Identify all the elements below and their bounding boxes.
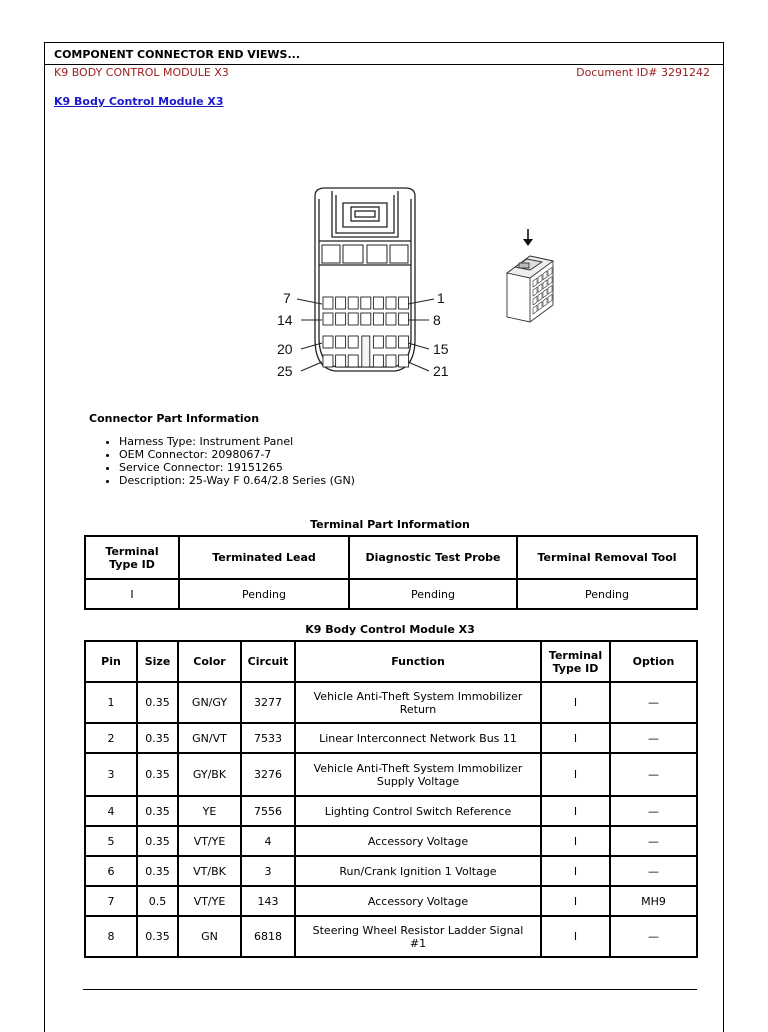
table-cell: 0.35	[137, 856, 178, 886]
table-cell: 0.35	[137, 826, 178, 856]
table-cell: 6818	[241, 916, 295, 957]
table-row	[85, 826, 697, 856]
pin-label-15: 15	[433, 341, 449, 357]
terminal-cavity	[361, 313, 371, 325]
table-cell: GN/VT	[178, 723, 241, 753]
table-row	[85, 796, 697, 826]
table-cell: I	[541, 856, 610, 886]
table-cell: 3276	[241, 753, 295, 796]
terminal-cavity	[386, 313, 396, 325]
table-cell: —	[610, 856, 697, 886]
table-cell: —	[610, 916, 697, 957]
table-cell: GN	[178, 916, 241, 957]
table-header-row	[85, 536, 697, 579]
document-frame	[44, 42, 724, 1032]
connector-isometric-view	[507, 256, 553, 322]
terminal-cavity	[348, 355, 358, 367]
list-item: • Service Connector: 19151265	[119, 461, 355, 474]
table-cell: VT/BK	[178, 856, 241, 886]
table-cell: 8	[85, 916, 137, 957]
table-cell: Linear Interconnect Network Bus 11	[295, 723, 541, 753]
connector-end-view-diagram	[205, 143, 585, 403]
table-cell: VT/YE	[178, 826, 241, 856]
table-cell: Accessory Voltage	[295, 886, 541, 916]
table-cell: I	[541, 723, 610, 753]
column-header: Circuit	[241, 641, 295, 682]
table-row	[85, 723, 697, 753]
pin-label-20: 20	[277, 341, 293, 357]
column-header: Terminated Lead	[179, 536, 349, 579]
column-header: Option	[610, 641, 697, 682]
terminal-cavity	[348, 313, 358, 325]
module-link[interactable]: K9 Body Control Module X3	[54, 95, 224, 108]
terminal-cavity	[336, 355, 346, 367]
table-cell: 3	[85, 753, 137, 796]
table-cell: Accessory Voltage	[295, 826, 541, 856]
terminal-cavity	[336, 313, 346, 325]
table-cell: —	[610, 753, 697, 796]
pin-label-8: 8	[433, 312, 441, 328]
terminal-cavity	[361, 297, 371, 309]
terminal-cavity	[336, 336, 346, 348]
page-bottom-divider	[83, 989, 697, 990]
pin-label-21: 21	[433, 363, 449, 379]
table-cell: 3	[241, 856, 295, 886]
table-cell: —	[610, 723, 697, 753]
column-header: Terminal Removal Tool	[517, 536, 697, 579]
table-cell: Pending	[349, 579, 517, 609]
table-cell: Lighting Control Switch Reference	[295, 796, 541, 826]
table-cell: 4	[241, 826, 295, 856]
terminal-cavity	[386, 336, 396, 348]
terminal-cavity	[399, 336, 409, 348]
terminal-part-info-table	[84, 535, 698, 610]
list-item: • Harness Type: Instrument Panel	[119, 435, 355, 448]
table-cell: I	[541, 682, 610, 723]
table-cell: Pending	[517, 579, 697, 609]
polarization-key	[362, 336, 370, 367]
column-header: Size	[137, 641, 178, 682]
terminal-cavity	[399, 355, 409, 367]
table-cell: YE	[178, 796, 241, 826]
connector-part-info-heading: Connector Part Information	[89, 412, 260, 425]
table-row	[85, 682, 697, 723]
table-cell: —	[610, 796, 697, 826]
table-cell: Steering Wheel Resistor Ladder Signal #1	[295, 916, 541, 957]
table-cell: 5	[85, 826, 137, 856]
list-item: • OEM Connector: 2098067-7	[119, 448, 355, 461]
table-cell: GN/GY	[178, 682, 241, 723]
terminal-cavity	[386, 297, 396, 309]
terminal-cavity	[399, 313, 409, 325]
table-cell: I	[541, 753, 610, 796]
table-cell: —	[610, 826, 697, 856]
terminal-cavity	[323, 313, 333, 325]
table-cell: Vehicle Anti-Theft System Immobilizer Supply Voltage	[295, 753, 541, 796]
terminal-cavity	[323, 297, 333, 309]
table-cell: I	[541, 916, 610, 957]
terminal-cavity-grid	[323, 297, 409, 367]
table-cell: 0.35	[137, 796, 178, 826]
terminal-cavity	[373, 336, 383, 348]
column-header: Terminal Type ID	[85, 536, 179, 579]
table-cell: VT/YE	[178, 886, 241, 916]
table-row	[85, 916, 697, 957]
table-cell: Pending	[179, 579, 349, 609]
table-cell: —	[610, 682, 697, 723]
header-divider	[45, 64, 723, 65]
terminal-cavity	[348, 336, 358, 348]
table-cell: 7533	[241, 723, 295, 753]
pin-label-7: 7	[283, 290, 291, 306]
terminal-cavity	[336, 297, 346, 309]
table-cell: 0.35	[137, 682, 178, 723]
table-cell: Run/Crank Ignition 1 Voltage	[295, 856, 541, 886]
table-cell: I	[85, 579, 179, 609]
table-cell: 2	[85, 723, 137, 753]
table-cell: 1	[85, 682, 137, 723]
table-row	[85, 886, 697, 916]
document-id: Document ID# 3291242	[576, 66, 710, 79]
module-name: K9 BODY CONTROL MODULE X3	[54, 66, 229, 79]
table-cell: 0.5	[137, 886, 178, 916]
top-cavities	[322, 245, 408, 263]
table-row	[85, 856, 697, 886]
table-cell: I	[541, 886, 610, 916]
terminal-cavity	[348, 297, 358, 309]
column-header: Function	[295, 641, 541, 682]
terminal-cavity	[373, 297, 383, 309]
view-direction-arrow-icon	[523, 229, 533, 246]
table-cell: 4	[85, 796, 137, 826]
pin-assignment-table	[84, 640, 698, 958]
table-cell: 6	[85, 856, 137, 886]
document-title: COMPONENT CONNECTOR END VIEWS...	[54, 48, 301, 61]
table-cell: 7556	[241, 796, 295, 826]
pin-label-14: 14	[277, 312, 293, 328]
column-header: Diagnostic Test Probe	[349, 536, 517, 579]
table-cell: 0.35	[137, 753, 178, 796]
table-cell: GY/BK	[178, 753, 241, 796]
pin-label-1: 1	[437, 290, 445, 306]
connector-part-info-list	[105, 435, 355, 487]
table-cell: 0.35	[137, 723, 178, 753]
table-cell: 3277	[241, 682, 295, 723]
table-cell: 0.35	[137, 916, 178, 957]
terminal-cavity	[373, 313, 383, 325]
table-cell: 143	[241, 886, 295, 916]
terminal-cavity	[323, 355, 333, 367]
table-cell: Vehicle Anti-Theft System Immobilizer Return	[295, 682, 541, 723]
terminal-part-info-caption: Terminal Part Information	[310, 518, 470, 531]
column-header: Pin	[85, 641, 137, 682]
terminal-cavity	[399, 297, 409, 309]
table-cell: MH9	[610, 886, 697, 916]
pin-table-caption: K9 Body Control Module X3	[305, 623, 475, 636]
terminal-cavity	[386, 355, 396, 367]
pin-label-25: 25	[277, 363, 293, 379]
table-row	[85, 753, 697, 796]
list-item: • Description: 25-Way F 0.64/2.8 Series (GN)	[119, 474, 355, 487]
table-row	[85, 579, 697, 609]
table-cell: 7	[85, 886, 137, 916]
table-cell: I	[541, 826, 610, 856]
column-header: Color	[178, 641, 241, 682]
terminal-cavity	[373, 355, 383, 367]
table-cell: I	[541, 796, 610, 826]
terminal-cavity	[323, 336, 333, 348]
column-header: Terminal Type ID	[541, 641, 610, 682]
table-header-row	[85, 641, 697, 682]
